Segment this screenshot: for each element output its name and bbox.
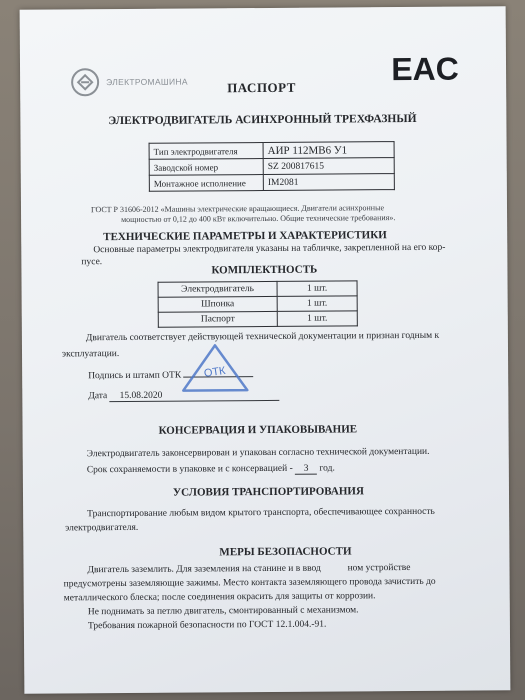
table-row [158, 311, 357, 327]
transport-heading: УСЛОВИЯ ТРАНСПОРТИРОВАНИЯ [172, 485, 364, 499]
tech-params-text: пусе. [81, 257, 103, 268]
passport-document [20, 6, 511, 693]
spec-label: Монтажное исполнение [149, 175, 263, 192]
gost-note-line: ГОСТ Р 31606-2012 «Машины электрические вращающиеся. Двигатели асинхронные [90, 203, 385, 215]
conservation-heading: КОНСЕРВАЦИЯ И УПАКОВЫВАНИЕ [158, 423, 358, 437]
tech-params-text: Основные параметры электродвигателя указаны на табличке, закрепленной на его кор- [93, 242, 446, 256]
spec-value: IM2081 [263, 174, 394, 191]
safety-text-part: Двигатель заземлить. Для заземления на станине и в ввод [87, 563, 321, 576]
table-row [149, 142, 394, 160]
spec-value: SZ 200817615 [263, 158, 394, 175]
table-row [149, 174, 394, 192]
signature-label: Подпись и штамп ОТК [88, 370, 182, 382]
conservation-text: Электродвигатель законсервирован и упакован согласно технической документации. [86, 446, 430, 460]
acceptance-text: Двигатель соответствует действующей технической документации и признан годным к [85, 330, 440, 344]
logo-brand-text: ЭЛЕКТРОМАШИНА [106, 76, 188, 88]
date-label: Дата [88, 391, 108, 402]
document-title: ПАСПОРТ [227, 79, 296, 96]
transport-text: электродвигателя. [65, 522, 139, 534]
completeness-table [158, 280, 358, 327]
tech-params-heading: ТЕХНИЧЕСКИЕ ПАРАМЕТРЫ И ХАРАКТЕРИСТИКИ [103, 229, 387, 244]
table-row [149, 158, 394, 176]
item-cell: Электродвигатель [158, 281, 277, 297]
item-cell: Паспорт [158, 311, 277, 327]
qty-cell: 1 шт. [277, 311, 357, 327]
logo-emblem-icon [70, 67, 100, 97]
storage-value: 3 [295, 464, 317, 475]
acceptance-text: эксплуатации. [61, 349, 120, 360]
eac-certification-mark [391, 49, 459, 88]
qty-cell: 1 шт. [277, 296, 357, 312]
safety-text-part: ном устройстве [347, 562, 411, 574]
completeness-heading: КОМПЛЕКТНОСТЬ [211, 263, 318, 277]
safety-text: металлического блеска; после соединения окрасить для защиты от коррозии. [63, 591, 376, 604]
eac-mark-text: EAC [391, 50, 459, 88]
transport-text: Транспортирование любым видом крытого транспорта, обеспечивающее сохранность [87, 506, 435, 520]
safety-heading: МЕРЫ БЕЗОПАСНОСТИ [219, 545, 352, 559]
manufacturer-logo [70, 67, 188, 98]
spec-value: АИР 112МВ6 У1 [263, 142, 394, 159]
gost-note-line: мощностью от 0,12 до 400 кВт включительно. Общие технические требования». [121, 213, 396, 225]
spec-table [149, 141, 395, 192]
date-line [110, 390, 280, 402]
date-row [88, 390, 279, 402]
storage-suffix: год. [319, 463, 335, 474]
spec-label: Заводской номер [149, 159, 263, 176]
stamp-text: ОТК [203, 364, 227, 380]
safety-text: предусмотрены заземляющие зажимы. Место контакта заземляющего провода зачистить до [63, 576, 436, 590]
date-value: 15.08.2020 [119, 390, 163, 402]
spec-label: Тип электродвигателя [149, 143, 263, 160]
safety-text [87, 563, 410, 575]
safety-text: Требования пожарной безопасности по ГОСТ 12.1.004.-91. [87, 619, 327, 632]
storage-prefix: Срок сохраняемости в упаковке и с консервацией - [86, 463, 293, 476]
qty-cell: 1 шт. [277, 281, 357, 297]
item-cell: Шпонка [158, 296, 277, 312]
table-row [158, 281, 357, 297]
storage-period-row [87, 464, 335, 477]
table-row [158, 296, 357, 312]
safety-text: Не поднимать за петлю двигатель, смонтированный с механизмом. [87, 605, 359, 618]
document-subtitle: ЭЛЕКТРОДВИГАТЕЛЬ АСИНХРОННЫЙ ТРЕХФАЗНЫЙ [108, 112, 417, 128]
otk-stamp [180, 342, 250, 394]
